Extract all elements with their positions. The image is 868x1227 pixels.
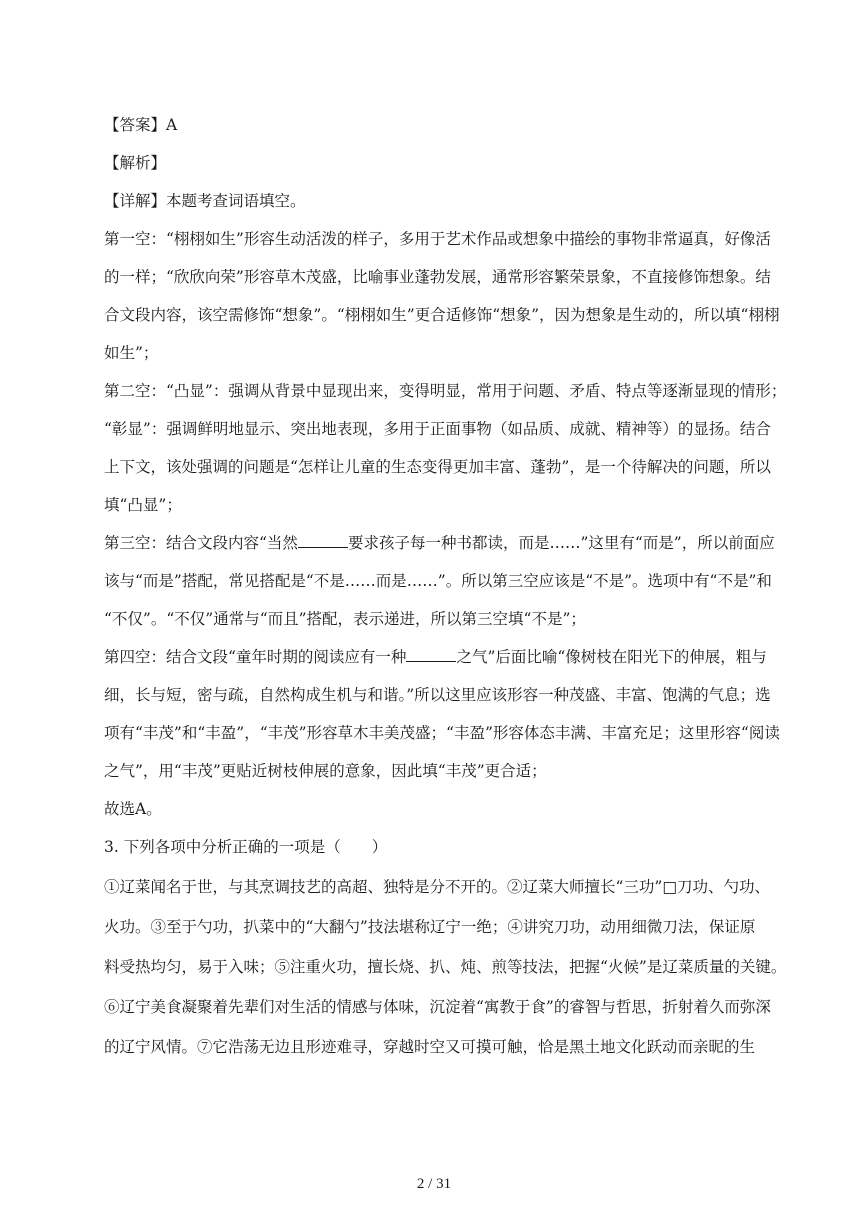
text-segment: 第三空：结合文段内容“当然 [104, 534, 298, 552]
answer-line: 【答案】A [104, 116, 178, 134]
paragraph-line: 合文段内容，该空需修饰“想象”。“栩栩如生”更合适修饰“想象”，因为想象是生动的，所以填“栩栩 [104, 306, 780, 324]
paragraph-line: 项有“丰茂”和“丰盈”，“丰茂”形容草木丰美茂盛；“丰盈”形容体态丰满、丰富充足；这里形容“阅读 [104, 724, 780, 742]
passage-line: ⑥辽宁美食凝聚着先辈们对生活的情感与体味，沉淀着“寓教于食”的睿智与哲思，折射着久而弥深 [104, 998, 771, 1016]
paragraph-line: 之气”，用“丰茂”更贴近树枝伸展的意象，因此填“丰茂”更合适； [104, 762, 547, 780]
paragraph-line: “彰显”：强调鲜明地显示、突出地表现，多用于正面事物（如品质、成就、精神等）的显扬。结合 [104, 420, 771, 438]
paragraph-line: 第一空：“栩栩如生”形容生动活泼的样子，多用于艺术作品或想象中描绘的事物非常逼真，好像活 [104, 230, 771, 248]
passage-line: ①辽菜闻名于世，与其烹调技艺的高超、独特是分不开的。②辽菜大师擅长“三功”□刀功、勺功、 [104, 878, 770, 896]
paragraph-line: “不仅”。“不仅”通常与“而且”搭配，表示递进，所以第三空填“不是”； [104, 610, 586, 628]
analysis-heading: 【解析】 [104, 154, 167, 172]
fill-blank [406, 647, 456, 662]
paragraph-line: 上下文，该处强调的问题是“怎样让儿童的生态变得更加丰富、蓬勃”，是一个待解决的问题，所以 [104, 458, 771, 476]
paragraph-line: 第二空：“凸显”：强调从背景中显现出来，变得明显，常用于问题、矛盾、特点等逐渐显现的情形； [104, 382, 787, 400]
paragraph-line: 该与“而是”搭配，常见搭配是“不是……而是……”。所以第三空应该是“不是”。选项中有“不是”和 [104, 572, 772, 590]
passage-line: 的辽宁风情。⑦它浩荡无边且形迹难寻，穿越时空又可摸可触，恰是黑土地文化跃动而亲昵的生 [104, 1038, 756, 1056]
paragraph-line: 填“凸显”； [104, 496, 182, 514]
detail-intro: 【详解】本题考查词语填空。 [104, 192, 306, 210]
paragraph-line [104, 646, 767, 668]
passage-line: 火功。③至于勺功，扒菜中的“大翻勺”技法堪称辽宁一绝；④讲究刀功，动用细微刀法，保证原 [104, 918, 756, 936]
passage-line: 料受热均匀，易于入味；⑤注重火功，擅长烧、扒、炖、煎等技法，把握“火候”是辽菜质量的关键。 [104, 958, 787, 976]
paragraph-line: 的一样；“欣欣向荣”形容草木茂盛，比喻事业蓬勃发展，通常形容繁荣景象，不直接修饰想象。结 [104, 268, 771, 286]
text-segment: 第四空：结合文段“童年时期的阅读应有一种 [104, 648, 407, 666]
text-segment: 之气”后面比喻“像树枝在阳光下的伸展，粗与 [456, 648, 767, 666]
page-number: 2 / 31 [416, 1176, 452, 1192]
paragraph-line: 如生”； [104, 344, 159, 362]
paragraph-line: 细，长与短，密与疏，自然构成生机与和谐。”所以这里应该形容一种茂盛、丰富、饱满的气息；选 [104, 686, 771, 704]
fill-blank [298, 533, 348, 548]
paragraph-line [104, 532, 775, 554]
conclusion-line: 故选A。 [104, 800, 162, 818]
text-segment: 要求孩子每一种书都读，而是……”这里有“而是”，所以前面应 [347, 534, 775, 552]
question-stem: 3. 下列各项中分析正确的一项是（ ） [104, 838, 388, 856]
